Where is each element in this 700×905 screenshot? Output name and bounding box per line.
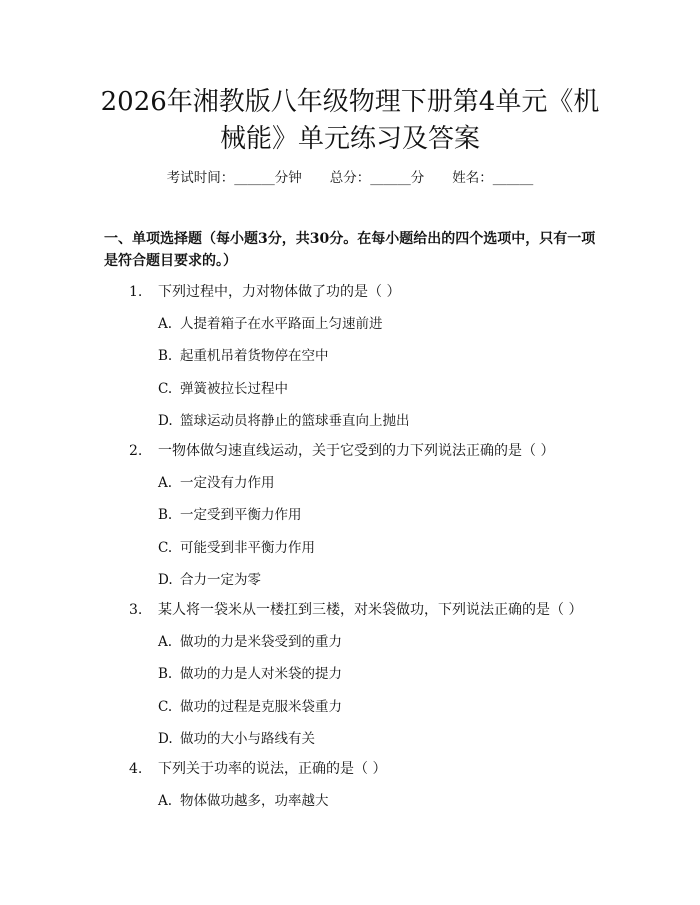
exam-meta-line <box>0 168 700 188</box>
section-heading-line-1: 一、单项选择题（每小题3分，共30分。在每小题给出的四个选项中，只有一项 <box>104 231 596 247</box>
student-name-field: 姓名：______ <box>452 170 534 186</box>
option-4-a <box>158 791 329 811</box>
question-text: 一物体做匀速直线运动，关于它受到的力下列说法正确的是（ ） <box>158 443 555 459</box>
option-2-a <box>158 473 275 493</box>
option-text: 人提着箱子在水平路面上匀速前进 <box>180 316 383 332</box>
option-2-d <box>158 570 261 590</box>
question-number: 4. <box>129 761 143 777</box>
option-label: C. <box>158 698 173 715</box>
option-3-c <box>158 697 342 717</box>
option-1-a <box>158 314 383 334</box>
option-label: C. <box>158 380 173 397</box>
option-text: 做功的力是米袋受到的重力 <box>180 634 342 650</box>
option-label: D. <box>158 413 173 430</box>
option-3-d <box>158 729 315 749</box>
option-1-b <box>158 346 329 366</box>
option-1-c <box>158 379 288 399</box>
total-score-field: 总分：______分 <box>329 170 425 186</box>
option-3-a <box>158 632 342 652</box>
document-title-line-2: 械能》单元练习及答案 <box>219 124 480 154</box>
option-label: A. <box>158 634 173 650</box>
option-label: B. <box>158 507 173 524</box>
option-text: 物体做功越多，功率越大 <box>180 793 329 809</box>
option-label: A. <box>158 475 173 491</box>
question-text: 下列过程中，力对物体做了功的是（ ） <box>158 284 401 300</box>
option-label: B. <box>158 666 173 683</box>
option-label: A. <box>158 793 173 809</box>
question-number: 2. <box>129 443 143 459</box>
option-1-d <box>158 411 410 431</box>
option-label: D. <box>158 731 173 748</box>
option-label: C. <box>158 539 173 556</box>
section-heading-line-2: 是符合题目要求的。） <box>104 253 237 269</box>
option-label: B. <box>158 348 173 365</box>
question-text: 下列关于功率的说法，正确的是（ ） <box>158 761 387 777</box>
option-3-b <box>158 664 342 684</box>
option-text: 篮球运动员将静止的篮球垂直向上抛出 <box>180 413 410 430</box>
option-text: 一定受到平衡力作用 <box>180 507 302 524</box>
exam-time-field: 考试时间：______分钟 <box>166 170 302 186</box>
option-2-b <box>158 505 302 525</box>
question-text: 某人将一袋米从一楼扛到三楼，对米袋做功，下列说法正确的是（ ） <box>158 602 583 618</box>
option-label: A. <box>158 316 173 332</box>
option-label: D. <box>158 572 173 589</box>
option-text: 做功的大小与路线有关 <box>180 731 315 748</box>
question-number: 3. <box>129 602 143 618</box>
option-text: 一定没有力作用 <box>180 475 275 491</box>
option-text: 合力一定为零 <box>180 572 261 589</box>
document-title-line-1: 2026年湘教版八年级物理下册第4单元《机 <box>100 87 600 117</box>
option-text: 弹簧被拉长过程中 <box>180 380 288 397</box>
option-text: 做功的力是人对米袋的提力 <box>180 666 342 683</box>
option-text: 可能受到非平衡力作用 <box>180 539 315 556</box>
option-2-c <box>158 538 315 558</box>
option-text: 起重机吊着货物停在空中 <box>180 348 329 365</box>
option-text: 做功的过程是克服米袋重力 <box>180 698 342 715</box>
question-number: 1. <box>129 284 143 300</box>
